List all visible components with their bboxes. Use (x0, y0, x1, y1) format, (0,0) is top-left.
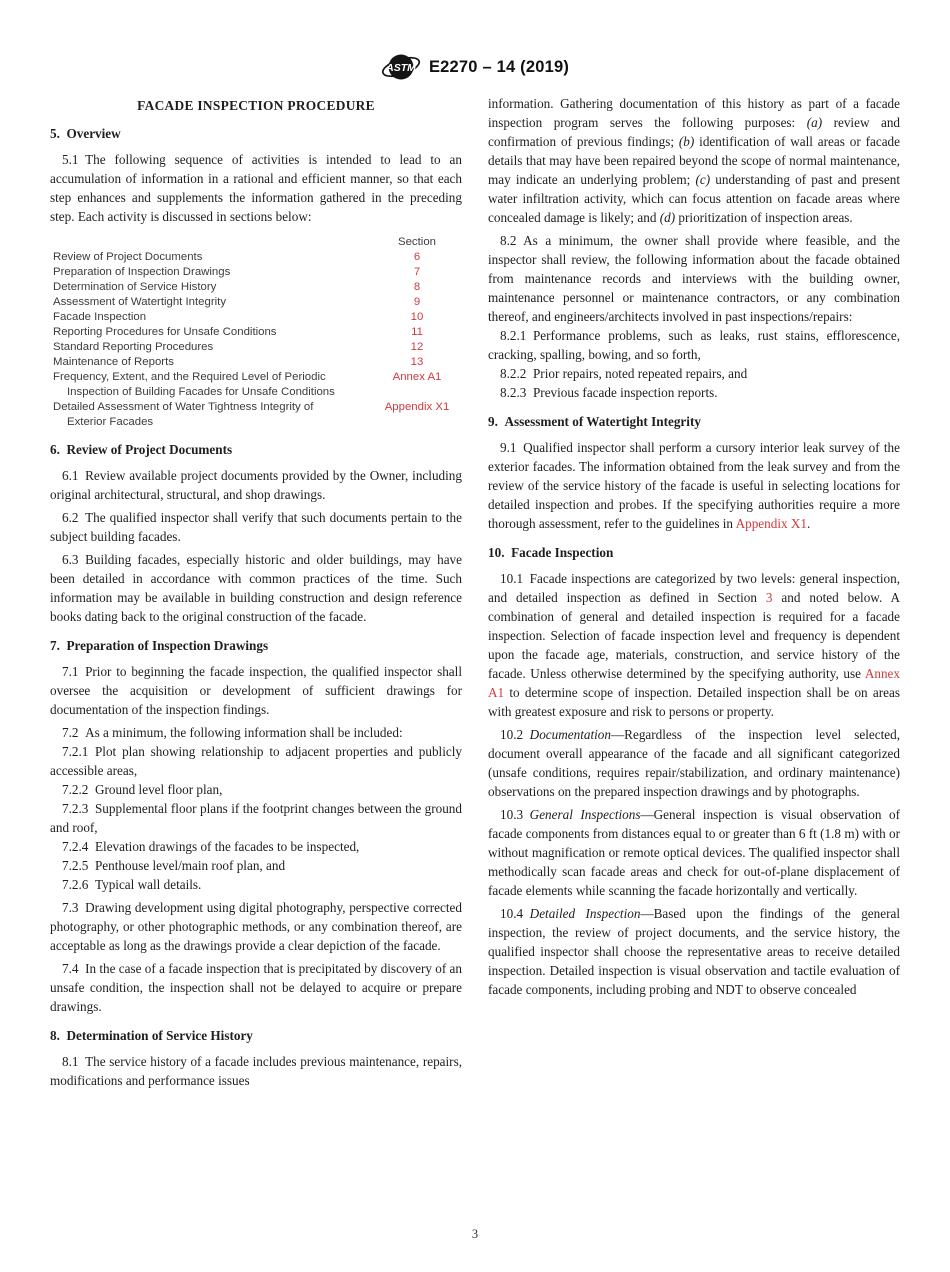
text-run: 7.3 Drawing development using digital photography, perspective corrected photography, or other photographic methods, or any combination thereof, are acceptable as long as the drawings provide a clear depiction of the facade. (50, 900, 462, 953)
cross-reference-link[interactable]: Annex A1 (488, 666, 900, 700)
toc-label-line2: Exterior Facades (67, 416, 154, 428)
toc-section-link[interactable]: Appendix X1 (384, 401, 450, 413)
paragraph (488, 438, 900, 533)
toc-section-link[interactable]: 8 (413, 281, 421, 293)
text-run: 7.2.1 Plot plan showing relationship to adjacent properties and publicly accessible areas, (50, 744, 462, 778)
toc-row (53, 340, 462, 355)
toc-section-link[interactable]: 9 (413, 296, 421, 308)
text-run: information. Gathering documentation of this history as part of a facade inspection program serves the following purposes: (488, 96, 900, 130)
text-run: 5.1 The following sequence of activities is intended to lead to an accumulation of information in a rational and efficient manner, so that each step enhances and supplements the information gathered in the preceding step. Each activity is discussed in sections below: (50, 152, 462, 224)
toc-row (53, 280, 462, 295)
paragraph (488, 383, 900, 402)
paragraph (50, 742, 462, 780)
toc-row-label (53, 250, 372, 265)
paragraph (50, 780, 462, 799)
text-run: 8.2.3 Previous facade inspection reports. (500, 385, 718, 400)
paragraph (488, 231, 900, 326)
page-number: 3 (471, 1227, 479, 1241)
text-run: 8.2.2 Prior repairs, noted repeated repairs, and (500, 366, 748, 381)
cross-reference-link[interactable]: Appendix X1 (735, 516, 808, 531)
text-run: 7.2.3 Supplemental floor plans if the footprint changes between the ground and roof, (50, 801, 462, 835)
page-header (50, 46, 900, 88)
paragraph (488, 569, 900, 721)
text-run: 7.2.2 Ground level floor plan, (62, 782, 223, 797)
paragraph (488, 904, 900, 999)
text-run: 6.2 The qualified inspector shall verify that such documents pertain to the subject building facades. (50, 510, 462, 544)
text-run: 9.1 Qualified inspector shall perform a cursory interior leak survey of the exterior facades. The information obtained from the leak survey and from the review of the service history of the facade is useful in selecting locations for detailed inspection and probes. If the specifying authorities require a more thorough assessment, refer to the guidelines in (488, 440, 900, 531)
text-run: understanding of past and present water infiltration activity, which can focus attention on facade areas where concealed damage is likely; and (488, 172, 900, 225)
cross-reference-link[interactable]: 3 (765, 590, 773, 605)
toc-label-line: Facade Inspection (53, 311, 147, 323)
text-run: 8.1 The service history of a facade includes previous maintenance, repairs, modifications and performance issues (50, 1054, 462, 1088)
italic-text: Documentation (529, 727, 611, 742)
toc-row (53, 310, 462, 325)
toc-section-header: Section (398, 236, 436, 248)
text-run: review and confirmation of previous findings; (488, 115, 901, 149)
text-run: 7.4 In the case of a facade inspection that is precipitated by discovery of an unsafe condition, the inspection shall not be delayed to acquire or prepare drawings. (50, 961, 462, 1014)
paragraph (488, 326, 900, 364)
toc-section-link[interactable]: 10 (410, 311, 424, 323)
paragraph (488, 94, 900, 227)
toc-section-link[interactable]: 13 (410, 356, 424, 368)
text-run: 6.3 Building facades, especially historic and older buildings, may have been detailed in accordance with common practices of the time. Such information may be available in building construction and design reference books dating back to the original construction of the facade. (50, 552, 462, 624)
section-heading: 8. Determination of Service History (50, 1028, 253, 1043)
text-run: —Regardless of the inspection level selected, document overall appearance of the facade and all significant categorized (unsafe conditions, requires repair/stabilization, and ordinary maintenance) observations on the prepared inspection drawings and by photographs. (488, 727, 900, 799)
right-column (488, 94, 900, 1090)
text-run: 7.2.5 Penthouse level/main roof plan, and (62, 858, 286, 873)
toc-label-line: Assessment of Watertight Integrity (53, 296, 227, 308)
text-run: 8.2.1 Performance problems, such as leaks, rust stains, efflorescence, cracking, spalling, bowing, and so forth, (488, 328, 900, 362)
toc-row-label (53, 265, 372, 280)
text-run: —General inspection is visual observation of facade components from distances equal to or greater than 6 ft (1.8 m) with or without magnification or remote optical devices. The qualified inspector shall methodically scan facade areas and check for out-of-plane displacement of facade elements while scanning the facade horizontally and vertically. (488, 807, 900, 898)
toc-section-link[interactable]: 12 (410, 341, 424, 353)
italic-text: General Inspections (529, 807, 641, 822)
section-heading: 6. Review of Project Documents (50, 442, 233, 457)
section-heading: 10. Facade Inspection (488, 545, 614, 560)
italic-text: (c) (695, 172, 711, 187)
section-heading: 5. Overview (50, 126, 121, 141)
toc-label-line: Detailed Assessment of Water Tightness Integrity of (53, 401, 314, 413)
paragraph (50, 898, 462, 955)
toc-header-row (53, 235, 462, 250)
paragraph (50, 508, 462, 546)
text-run: 7.2 As a minimum, the following information shall be included: (62, 725, 403, 740)
paragraph (488, 364, 900, 383)
paragraph (488, 725, 900, 801)
toc-row (53, 265, 462, 280)
text-run: —Based upon the findings of the general inspection, the review of project documents, and the service history, the qualified inspector shall choose the representative areas to receive detailed inspection. Detailed inspection is visual observation and tactile evaluation of facade components, including probing and NDT to observe concealed (488, 906, 900, 997)
toc-row (53, 400, 462, 430)
text-run: . (807, 516, 811, 531)
text-run: 6.1 Review available project documents provided by the Owner, including original architectural, structural, and shop drawings. (50, 468, 462, 502)
toc-section-link[interactable]: 6 (413, 251, 421, 263)
text-run: 10.2 (500, 727, 530, 742)
toc-row (53, 250, 462, 265)
toc-row (53, 355, 462, 370)
toc-row (53, 295, 462, 310)
paragraph (50, 875, 462, 894)
document-title: FACADE INSPECTION PROCEDURE (137, 98, 375, 113)
toc-label-line: Frequency, Extent, and the Required Level of Periodic (53, 371, 326, 383)
toc-label-line: Standard Reporting Procedures (53, 341, 214, 353)
text-run: 7.1 Prior to beginning the facade inspection, the qualified inspector shall oversee the acquisition or development of sufficient drawings for documentation of the inspection findings. (50, 664, 462, 717)
toc-row (53, 325, 462, 340)
standard-designation: E2270 – 14 (2019) (428, 57, 570, 76)
text-run: 10.1 Facade inspections are categorized by two levels: general inspection, and detailed inspection as defined in Section (488, 571, 900, 605)
toc-row-label (53, 325, 372, 340)
paragraph (50, 662, 462, 719)
two-column-body (50, 94, 900, 1090)
text-run: and noted below. A combination of general and detailed inspection is required for a facade inspection. Selection of facade inspection level and frequency is dependent upon the facade age, materials, construction, and service history of the facade. Unless otherwise determined by the specifying authority, use (488, 590, 901, 681)
paragraph (50, 550, 462, 626)
text-run: to determine scope of inspection. Detailed inspection shall be on areas with greatest exposure and risk to persons or property. (488, 685, 900, 719)
toc-section-link[interactable]: Annex A1 (392, 371, 442, 383)
toc-label-line: Preparation of Inspection Drawings (53, 266, 231, 278)
toc-row-label (53, 340, 372, 355)
text-run: identification of wall areas or facade details that may have been repaired beyond the scope of normal maintenance, may indicate an underlying problem; (488, 134, 901, 187)
toc-table (53, 235, 462, 430)
text-run: 7.2.6 Typical wall details. (62, 877, 202, 892)
left-column (50, 94, 462, 1090)
italic-text: (a) (806, 115, 823, 130)
italic-text: (b) (678, 134, 695, 149)
toc-row-label (53, 400, 372, 430)
italic-text: (d) (659, 210, 676, 225)
toc-row-label (53, 370, 372, 400)
paragraph (488, 805, 900, 900)
toc-header-spacer (53, 235, 372, 250)
toc-row-label (53, 355, 372, 370)
astm-logo (381, 48, 421, 86)
toc-section-link[interactable]: 11 (411, 326, 423, 338)
section-heading: 9. Assessment of Watertight Integrity (488, 414, 701, 429)
paragraph (50, 856, 462, 875)
toc-section-link[interactable]: 7 (413, 266, 421, 278)
paragraph (50, 150, 462, 226)
text-run: 10.4 (500, 906, 530, 921)
italic-text: Detailed Inspection (529, 906, 641, 921)
paragraph (50, 799, 462, 837)
toc-row-label (53, 280, 372, 295)
text-run: 7.2.4 Elevation drawings of the facades to be inspected, (62, 839, 360, 854)
text-run: prioritization of inspection areas. (675, 210, 853, 225)
paragraph (50, 959, 462, 1016)
paragraph (50, 1052, 462, 1090)
toc-row (53, 370, 462, 400)
paragraph (50, 466, 462, 504)
toc-row-label (53, 295, 372, 310)
paragraph (50, 837, 462, 856)
text-run: 10.3 (500, 807, 530, 822)
svg-text:ASTM: ASTM (386, 62, 416, 74)
toc-label-line: Maintenance of Reports (53, 356, 174, 368)
toc-label-line: Review of Project Documents (53, 251, 203, 263)
section-heading: 7. Preparation of Inspection Drawings (50, 638, 269, 653)
toc-label-line: Determination of Service History (53, 281, 217, 293)
paragraph (50, 723, 462, 742)
text-run: 8.2 As a minimum, the owner shall provide where feasible, and the inspector shall review, the following information about the facade obtained from maintenance records and interviews with the building owner, maintenance personnel or maintenance contractors, or any combination thereof, and engineers/architects involved in past inspections/repairs: (488, 233, 900, 324)
toc-label-line2: Inspection of Building Facades for Unsafe Conditions (67, 386, 335, 398)
toc-label-line: Reporting Procedures for Unsafe Conditions (53, 326, 277, 338)
toc-row-label (53, 310, 372, 325)
